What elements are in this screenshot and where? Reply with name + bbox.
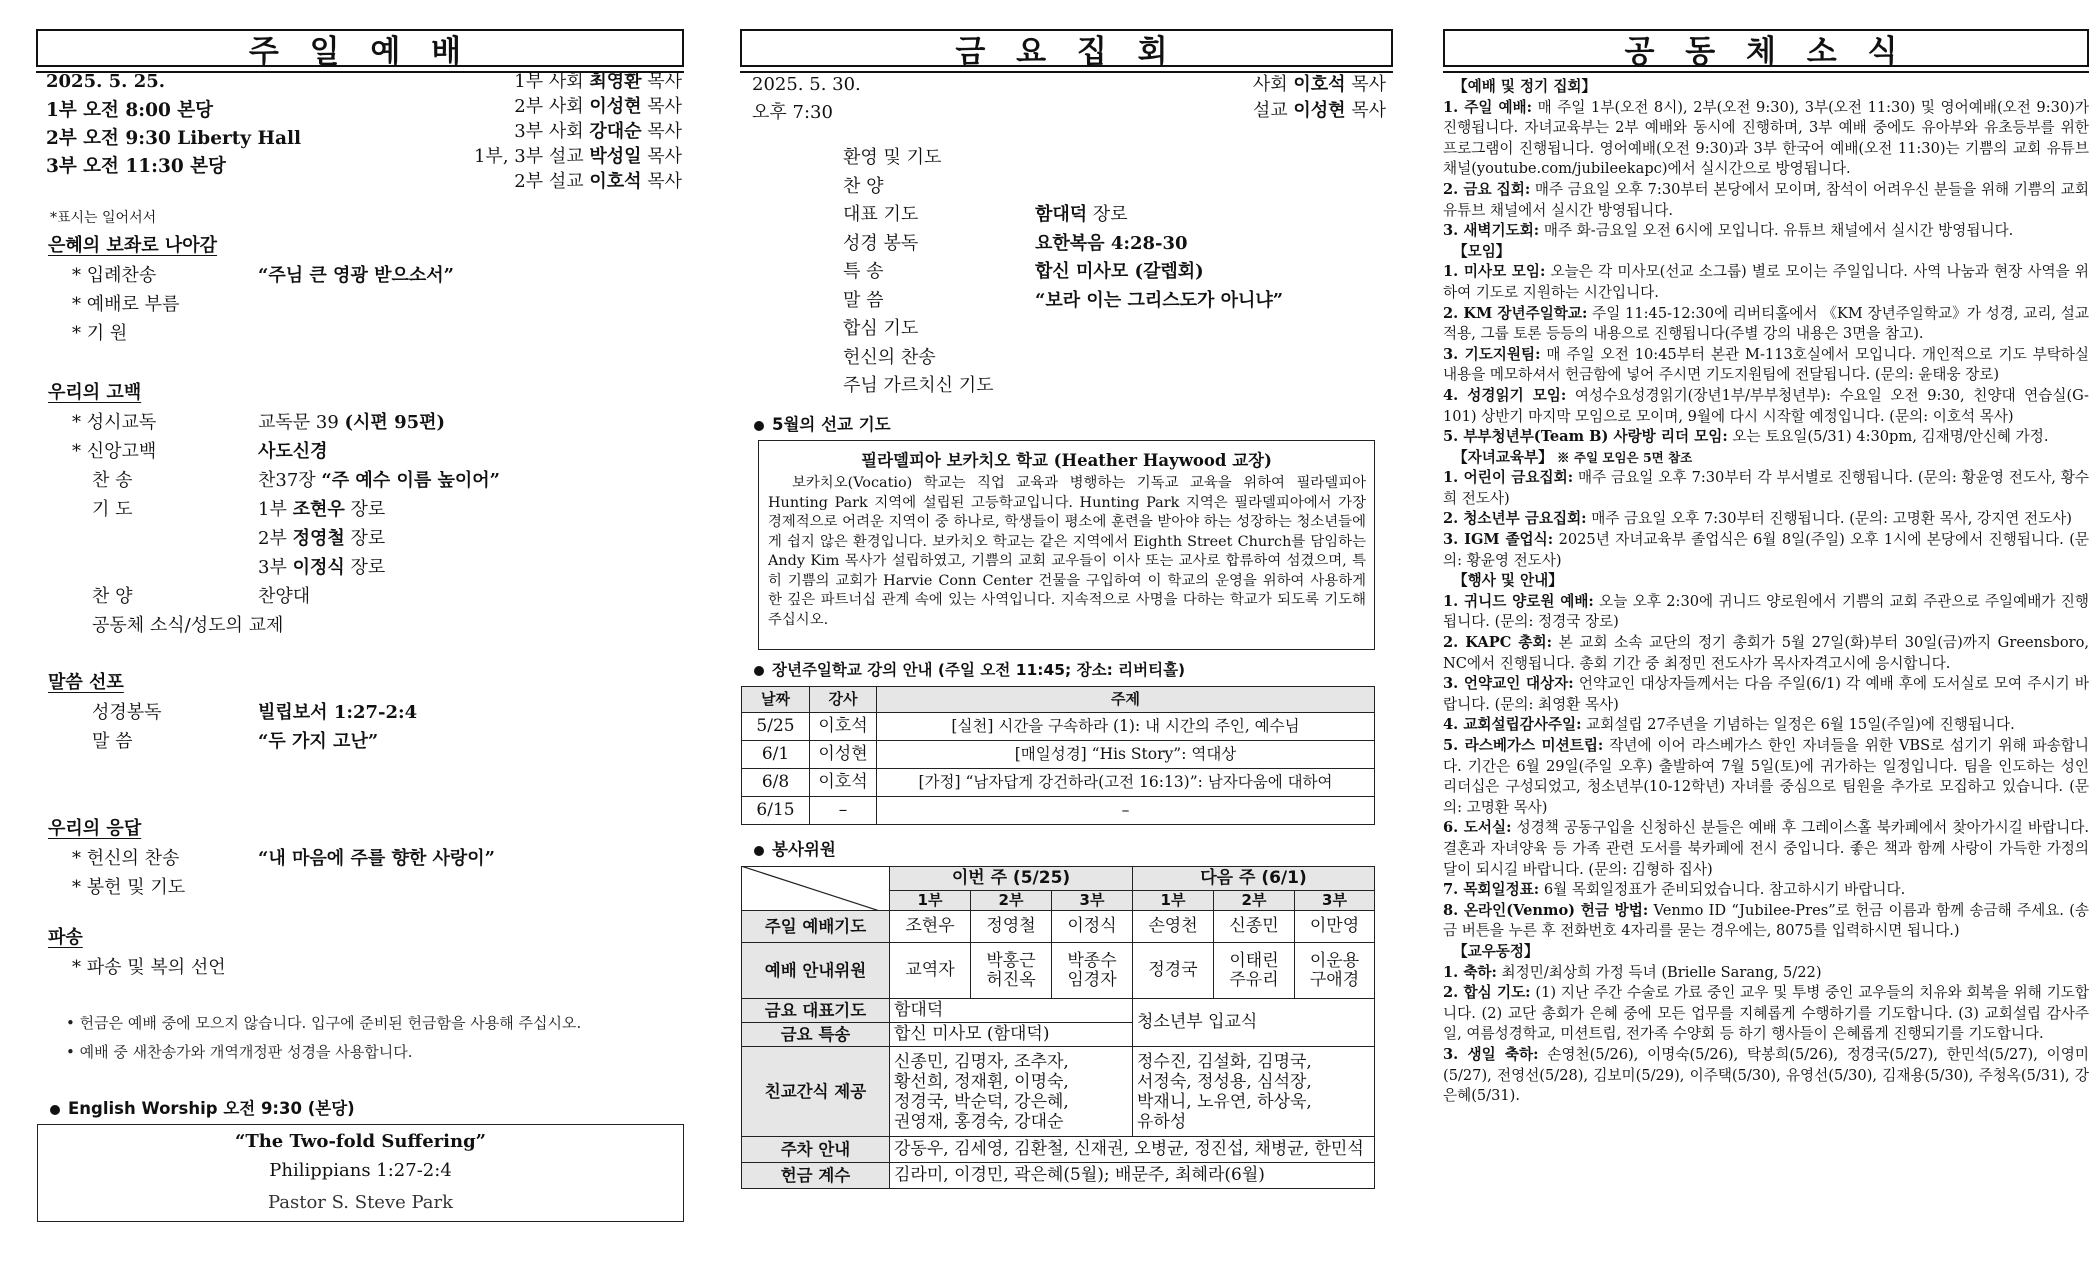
news-item-text: 언약교인 대상자들께서는 다음 주일(6/1) 각 예배 후에 도서실로 모여 주시기 바랍니다. (문의: 최영환 목사) xyxy=(1443,675,2089,713)
offering-note: • 헌금은 예배 중에 모으지 않습니다. 입구에 준비된 헌금함을 사용해 주십시오. xyxy=(66,1014,582,1032)
corner-cell xyxy=(742,867,890,911)
part-1-next: 1부 xyxy=(1133,891,1214,911)
friday-title: 금 요 집 회 xyxy=(740,29,1393,67)
officiant-title: 목사 xyxy=(1345,74,1386,95)
news-item-label: 3. 새벽기도회: xyxy=(1443,222,1540,240)
order-label: * 봉헌 및 기도 xyxy=(72,877,186,898)
value-text: 찬37장 xyxy=(258,470,322,491)
officiant-title: 목사 xyxy=(1345,100,1386,121)
cell: 교역자 xyxy=(890,943,971,999)
part-2: 2부 xyxy=(971,891,1052,911)
lectures-heading xyxy=(754,659,1185,681)
snacks-line: 권영재, 홍경숙, 강대순 xyxy=(894,1111,1064,1132)
snacks-line: 황선희, 정재휜, 이명숙, xyxy=(894,1071,1069,1092)
order-label: * 기 원 xyxy=(72,323,128,344)
table-row xyxy=(742,741,1375,769)
order-value xyxy=(258,557,385,579)
value-text: 1부 xyxy=(258,499,293,520)
lectures-col-speaker: 강사 xyxy=(810,687,877,713)
news-item-label: 4. 교회설립감사주일: xyxy=(1443,716,1582,734)
order-label: 기 도 xyxy=(92,499,133,520)
cell: 정경국 xyxy=(1133,943,1214,999)
news-item-label: 7. 목회일정표: xyxy=(1443,881,1540,899)
service-time-2: 2부 오전 9:30 Liberty Hall xyxy=(46,128,301,149)
mission-heading-text: 5월의 선교 기도 xyxy=(772,415,891,434)
news-item-label: 2. 청소년부 금요집회: xyxy=(1443,510,1587,528)
order-value: “주님 큰 영광 받으소서” xyxy=(258,265,454,286)
news-item-text: 주일 11:45-12:30에 리버티홀에서 《KM 장년주일학교》가 성경, 교리, 설교 적용, 그룹 토론 등등의 내용으로 진행됩니다(주별 강의 내용은 3면을 참고). xyxy=(1443,304,2089,343)
news-item-text: 매주 금요일 오후 7:30부터 본당에서 모이며, 참석이 어려우신 분들을 위해 기쁨의 교회 유튜브 채널에서 실시간 방영됩니다. xyxy=(1443,180,2089,219)
order-value xyxy=(258,441,328,463)
lecture-date: 6/15 xyxy=(742,797,810,825)
service-time-3: 3부 오전 11:30 본당 xyxy=(46,156,226,177)
order-value xyxy=(1035,261,1204,283)
prayer-label: 주일 예배기도 xyxy=(742,911,890,943)
officiant-name: 강대순 xyxy=(589,121,642,142)
news-item-label: 1. 어린이 금요집회: xyxy=(1443,469,1574,487)
lectures-table xyxy=(741,686,1375,825)
order-label: 성경 봉독 xyxy=(843,232,919,254)
officiant-name: 최영환 xyxy=(589,71,642,92)
news-item xyxy=(1443,901,2089,942)
cell: 이운용 구애경 xyxy=(1295,943,1375,999)
part-3-next: 3부 xyxy=(1295,891,1375,911)
english-sermon-title: “The Two-fold Suffering” xyxy=(234,1131,487,1152)
part-2-next: 2부 xyxy=(1214,891,1295,911)
news-heading-note: ※ 주일 모임은 5면 참조 xyxy=(1552,449,1693,465)
order-label: 성경봉독 xyxy=(92,702,162,723)
news-item-text: 작년에 이어 라스베가스 한인 자녀들을 위한 VBS로 섬기기 위해 파송합니다. 기간은 6월 29일(주일 오후) 출발하여 7월 5일(토)에 귀가하는 일정입니다. 팀을 인도하는 성인 리더십은 구성되었고, 청소년부(10-12학년) 자녀를 중심으로 팀원을 추가로 모집하고 있습니다. (문의: 고명환 목사) xyxy=(1443,737,2089,816)
sunday-title: 주 일 예 배 xyxy=(36,29,684,67)
friday-prayer-label: 금요 대표기도 xyxy=(742,999,890,1023)
snacks-line: 박재니, 노유연, 하상욱, xyxy=(1137,1091,1312,1112)
part-1: 1부 xyxy=(890,891,971,911)
cell: 함대덕 xyxy=(890,999,1133,1023)
table-row xyxy=(742,911,1375,943)
news-item-text: 매주 화-금요일 오전 6시에 모입니다. 유튜브 채널에서 실시간 방영됩니다. xyxy=(1539,222,2014,240)
news-item-text: 매주 금요일 오후 7:30부터 각 부서별로 진행됩니다. (문의: 황윤영 전도사, 황수희 전도사) xyxy=(1443,469,2089,507)
news-item xyxy=(1443,98,2089,180)
order-value: “두 가지 고난” xyxy=(258,731,379,752)
lecture-topic: [가정] “남자답게 강건하라(고전 16:13)”: 남자다움에 대하여 xyxy=(877,769,1375,797)
order-label: 찬 송 xyxy=(92,470,133,491)
cell: 박종수 임경자 xyxy=(1052,943,1133,999)
news-item-label: 5. 라스베가스 미션트립: xyxy=(1443,737,1604,754)
friday-time: 오후 7:30 xyxy=(752,102,833,123)
officiant-line xyxy=(1100,74,1386,96)
order-value: 빌립보서 1:27-2:4 xyxy=(258,702,418,723)
officiant-role: 사회 xyxy=(1252,74,1294,95)
officiant-line xyxy=(1100,100,1386,122)
news-item-label: 1. 축하: xyxy=(1443,963,1497,981)
lecture-date: 6/8 xyxy=(742,769,810,797)
value-suffix: 장로 xyxy=(344,528,386,549)
value-text: 찬양대 xyxy=(258,586,311,607)
order-label: 주님 가르치신 기도 xyxy=(843,375,994,396)
mission-text: 보카치오(Vocatio) 학교는 직업 교육과 병행하는 기독교 교육을 위하여 필라델피아 Hunting Park 지역에 설립된 고등학교입니다. Hunting Park 지역은 필라델피아에서 가장 경제적으로 어려운 지역이 중 하나로, 학생들이 평소에 훈련을 받아야 하는 성장하는 청소년들에게 쉽지 않은 환경입니다. 보카치오 학교는 같은 지역에서 Eighth Street Church를 담임하는 Andy Kim 목사가 설립하였고, 기쁨의 교회 교우들이 이사 또는 교사로 합류하여 섬겼으며, 특히 기쁨의 교회가 Harvie Conn Center 건물을 구입하여 이 학교의 운영을 위하여 사용하게 한 깊은 파트너십 관계 속에 있는 사역입니다. 지속적으로 사명을 다하는 학교가 되도록 기도해 주십시오. xyxy=(768,475,1366,628)
sunday-date: 2025. 5. 25. xyxy=(46,71,166,92)
lecture-speaker: 이성현 xyxy=(810,741,877,769)
officiant-line xyxy=(380,171,682,193)
order-value: “내 마음에 주를 향한 사랑이” xyxy=(258,848,496,869)
news-item-text: 매 주일 1부(오전 8시), 2부(오전 9:30), 3부(오전 11:30) 및 영어예배(오전 9:30)가 진행됩니다. 자녀교육부는 2부 예배와 동시에 진행하며, 3부 예배 중에도 유아부와 유초등부를 위한 프로그램이 진행됩니다. 영어예배(오전 9:30)과 3부 한국어 예배(오전 11:30)는 기쁨의 교회 유튜브 채널(youtube.com/jubileekapc)에서 실시간으로 방영됩니다. xyxy=(1443,98,2089,178)
order-label: * 파송 및 복의 선언 xyxy=(72,957,226,978)
lecture-topic: [실천] 시간을 구속하라 (1): 내 시간의 주인, 예수님 xyxy=(877,713,1375,741)
section-heading: 은혜의 보좌로 나아감 xyxy=(48,235,218,256)
value-bold: 조현우 xyxy=(292,499,345,520)
ushers-label: 예배 안내위원 xyxy=(742,943,890,999)
volunteers-heading xyxy=(754,839,836,861)
cell: 청소년부 입교식 xyxy=(1133,999,1375,1047)
news-item xyxy=(1443,530,2089,571)
lecture-speaker: – xyxy=(810,797,877,825)
section-heading: 파송 xyxy=(48,927,83,948)
officiant-line xyxy=(380,71,682,93)
officiant-name: 이호석 xyxy=(589,171,642,192)
table-row xyxy=(742,1163,1375,1189)
news-item xyxy=(1443,180,2089,221)
news-item-text: 여성수요성경읽기(장년1부/부부청년부): 수요일 오전 9:30, 친양대 연습실(G-101) 상반기 마지막 모임으로 모이며, 9월에 다시 시작할 예정입니다. (문의: 이호석 목사) xyxy=(1443,386,2089,425)
news-item-text: 본 교회 소속 교단의 정기 총회가 5월 27일(화)부터 30일(금)까지 Greensboro, NC에서 진행됩니다. 총회 기간 중 최정민 전도사가 목사자격고시에 응시합니다. xyxy=(1443,634,2090,672)
cell: 김라미, 이경민, 곽은혜(5월); 배문주, 최혜라(6월) xyxy=(890,1163,1375,1189)
english-worship-heading xyxy=(50,1098,355,1120)
officiant-title: 목사 xyxy=(641,71,682,92)
news-heading-text: 【행사 및 안내】 xyxy=(1453,572,1563,590)
part-3: 3부 xyxy=(1052,891,1133,911)
bullet-icon xyxy=(754,666,764,676)
order-label: * 예배로 부름 xyxy=(72,294,180,315)
lecture-speaker: 이호석 xyxy=(810,713,877,741)
news-item xyxy=(1443,818,2089,880)
cell: 이만영 xyxy=(1295,911,1375,943)
news-heading-text: 【모임】 xyxy=(1453,242,1511,260)
news-title: 공 동 체 소 식 xyxy=(1443,29,2089,67)
mission-heading xyxy=(754,414,891,436)
news-item-text: 매주 금요일 오후 7:30부터 진행됩니다. (문의: 고명환 목사, 강지연 전도사) xyxy=(1586,510,2072,528)
volunteers-table xyxy=(741,866,1375,1189)
officiant-name: 이호석 xyxy=(1293,74,1346,95)
order-label: 공동체 소식/성도의 교제 xyxy=(92,615,284,636)
value-bold: “보라 이는 그리스도가 아니냐” xyxy=(1035,289,1284,311)
snacks-this-week xyxy=(890,1047,1133,1137)
news-item-text: 오늘 오후 2:30에 귀니드 양로원에서 기쁨의 교회 주관으로 주일예배가 진행됩니다. (문의: 정경국 장로) xyxy=(1443,592,2089,631)
cell: 강동우, 김세영, 김환철, 신재권, 오병균, 정진섭, 채병균, 한민석 xyxy=(890,1137,1375,1163)
lecture-topic: [매일성경] “His Story”: 역대상 xyxy=(877,741,1375,769)
officiant-name: 이성현 xyxy=(1293,100,1346,121)
news-item-label: 3. 언약교인 대상자: xyxy=(1443,675,1574,693)
table-row xyxy=(742,713,1375,741)
table-row xyxy=(742,943,1375,999)
news-item xyxy=(1443,592,2089,633)
cell: 이정식 xyxy=(1052,911,1133,943)
news-item-label: 6. 도서실: xyxy=(1443,819,1512,837)
order-label: 합심 기도 xyxy=(843,318,919,339)
officiant-line xyxy=(380,146,682,168)
news-item xyxy=(1443,674,2089,715)
order-label: * 입례찬송 xyxy=(72,265,157,286)
officiant-name: 박성일 xyxy=(589,146,642,167)
officiant-role: 1부 사회 xyxy=(514,71,590,92)
news-item xyxy=(1443,736,2089,818)
news-section-heading xyxy=(1453,77,2089,98)
order-value xyxy=(1035,204,1128,226)
news-item-label: 2. KAPC 총회: xyxy=(1443,634,1552,652)
value-suffix: 장로 xyxy=(344,557,386,578)
officiant-title: 목사 xyxy=(641,146,682,167)
news-item-label: 3. 생일 축하: xyxy=(1443,1045,1539,1063)
english-scripture: Philippians 1:27-2:4 xyxy=(269,1160,452,1181)
order-value xyxy=(258,470,500,492)
order-label: 찬 양 xyxy=(92,586,133,607)
news-item-text: 성경책 공동구입을 신청하신 분들은 예배 후 그레이스홀 북카페에서 찾아가시길 바랍니다. 결혼과 자녀양육 등 가족 관련 도서를 북카페에 전시 중입니다. 좋은 책과 함께 사랑이 가득한 가정의 달이 되시길 바랍니다. (문의: 김형하 집사) xyxy=(1443,819,2089,878)
news-item-label: 2. 합심 기도: xyxy=(1443,984,1531,1002)
order-label: * 성시교독 xyxy=(72,412,157,433)
news-item-text: Venmo ID “Jubilee-Pres”로 헌금 이름과 함께 송금해 주세요. (송금 버튼을 누른 후 전화번호 4자리를 묻는 경우에는, 8075를 입력하시면 됩니다.) xyxy=(1443,901,2089,940)
value-suffix: 장로 xyxy=(344,499,386,520)
value-bold: 요한복음 4:28-30 xyxy=(1035,232,1188,254)
lectures-col-date: 날짜 xyxy=(742,687,810,713)
order-label: * 헌신의 찬송 xyxy=(72,848,180,869)
news-item-text: 매 주일 오전 10:45부터 본관 M-113호실에서 모입니다. 개인적으로 기도 부탁하실 내용을 메모하셔서 헌금함에 넣어 주시면 기도지원팀에 전달됩니다. (문의: 윤태웅 장로) xyxy=(1443,345,2089,384)
news-item-label: 2. KM 장년주일학교: xyxy=(1443,304,1588,322)
lectures-col-topic: 주제 xyxy=(877,687,1375,713)
order-label: 대표 기도 xyxy=(843,204,919,225)
table-row xyxy=(742,1047,1375,1137)
order-label: 말 씀 xyxy=(843,289,884,311)
snacks-line: 신종민, 김명자, 조추자, xyxy=(894,1051,1069,1072)
news-item xyxy=(1443,509,2089,530)
news-item xyxy=(1443,468,2089,509)
news-item-label: 1. 주일 예배: xyxy=(1443,98,1533,116)
cell: 박홍근 허진옥 xyxy=(971,943,1052,999)
news-item-label: 4. 성경읽기 모임: xyxy=(1443,386,1567,404)
mission-title: 필라델피아 보카치오 학교 (Heather Haywood 교장) xyxy=(861,451,1272,470)
news-section-heading xyxy=(1453,448,2089,469)
news-heading-text: 【교우동정】 xyxy=(1453,942,1539,960)
lecture-date: 5/25 xyxy=(742,713,810,741)
news-body xyxy=(1443,77,2089,1107)
news-item-text: 6월 목회일정표가 준비되었습니다. 참고하시기 바랍니다. xyxy=(1539,881,1906,899)
value-bold: 합신 미사모 (갈렙회) xyxy=(1035,261,1204,282)
news-item xyxy=(1443,386,2089,427)
lecture-topic: – xyxy=(877,797,1375,825)
news-heading-text: 【예배 및 정기 집회】 xyxy=(1453,78,1597,95)
value-suffix: 장로 xyxy=(1087,204,1128,225)
news-item-label: 5. 부부청년부(Team B) 사랑방 리더 모임: xyxy=(1443,428,1728,446)
officiant-role: 2부 사회 xyxy=(514,96,590,117)
table-row xyxy=(742,999,1375,1023)
news-item xyxy=(1443,221,2089,242)
english-preacher: Pastor S. Steve Park xyxy=(267,1192,454,1213)
officiant-name: 이성현 xyxy=(589,96,642,117)
bullet-icon xyxy=(754,846,764,856)
news-item-text: 최정민/최상희 가정 득녀 (Brielle Sarang, 5/22) xyxy=(1496,963,1822,981)
value-text: 교독문 39 xyxy=(258,412,345,433)
news-item-text: 2025년 자녀교육부 졸업식은 6월 8일(주일) 오후 1시에 본당에서 진행됩니다. (문의: 황윤영 전도사) xyxy=(1443,531,2089,569)
order-value xyxy=(258,586,310,608)
value-bold: “주 예수 이름 높이어” xyxy=(321,470,501,491)
bullet-icon xyxy=(50,1105,60,1115)
value-bold: 함대덕 xyxy=(1035,204,1088,225)
snacks-label: 친교간식 제공 xyxy=(742,1047,890,1137)
cell: 손영천 xyxy=(1133,911,1214,943)
order-label: * 신앙고백 xyxy=(72,441,157,462)
order-label: 찬 양 xyxy=(843,175,884,197)
parking-label: 주차 안내 xyxy=(742,1137,890,1163)
news-item-label: 1. 미사모 모임: xyxy=(1443,263,1546,281)
value-bold: 이정식 xyxy=(292,557,345,578)
news-item xyxy=(1443,262,2089,303)
news-section-heading xyxy=(1453,571,2089,592)
news-item-text: 오는 토요일(5/31) 4:30pm, 김재명/안신혜 가정. xyxy=(1727,428,2049,446)
order-label: 특 송 xyxy=(843,261,884,282)
officiant-role: 1부, 3부 설교 xyxy=(473,146,590,167)
news-item xyxy=(1443,345,2089,386)
news-item xyxy=(1443,1045,2089,1107)
officiant-line xyxy=(380,96,682,118)
news-item-label: 3. IGM 졸업식: xyxy=(1443,531,1554,549)
table-row xyxy=(742,1137,1375,1163)
officiant-line xyxy=(380,121,682,143)
order-label: 환영 및 기도 xyxy=(843,147,942,168)
snacks-line: 서정숙, 정성용, 심석장, xyxy=(1137,1071,1312,1092)
news-item xyxy=(1443,963,2089,984)
news-item xyxy=(1443,715,2089,736)
section-heading: 말씀 선포 xyxy=(48,672,124,693)
news-heading-text: 【자녀교육부】 xyxy=(1453,448,1553,466)
news-item xyxy=(1443,880,2089,901)
news-item-text: (1) 지난 주간 수술로 가료 중인 교우 및 투병 중인 교우들의 치유와 회복을 위해 기도합니다. (2) 교단 총회가 은혜 중에 모든 업무를 지혜롭게 수행하기를 기도합니다. (3) 교회설립 감사주일, 여름성경학교, 미션트립, 전가족 수양회 등 하기 행사들이 은혜롭게 진행되기를 기도합니다. xyxy=(1443,984,2089,1043)
value-bold: 사도신경 xyxy=(258,441,328,462)
officiant-role: 2부 설교 xyxy=(514,171,590,192)
value-bold: 정영철 xyxy=(292,528,345,549)
order-value xyxy=(1035,290,1283,312)
volunteers-heading-text: 봉사위원 xyxy=(772,840,836,859)
news-item xyxy=(1443,983,2089,1045)
order-value xyxy=(1035,233,1188,255)
value-bold: (시편 95편) xyxy=(344,412,446,433)
snacks-line: 유하성 xyxy=(1137,1111,1187,1132)
news-item-text: 오늘은 각 미사모(선교 소그룹) 별로 모이는 주일입니다. 사역 나눔과 현장 사역을 위하여 기도로 지원하는 시간입니다. xyxy=(1443,263,2089,301)
value-text: 2부 xyxy=(258,528,293,549)
news-item-label: 8. 온라인(Venmo) 헌금 방법: xyxy=(1443,901,1649,919)
count-label: 헌금 계수 xyxy=(742,1163,890,1189)
news-item xyxy=(1443,633,2089,674)
news-item-text: 교회설립 27주년을 기념하는 일정은 6월 15일(주일)에 진행됩니다. xyxy=(1581,716,2015,734)
friday-special-label: 금요 특송 xyxy=(742,1023,890,1047)
next-week-header: 다음 주 (6/1) xyxy=(1133,867,1375,891)
officiant-title: 목사 xyxy=(641,96,682,117)
cell: 합신 미사모 (함대덕) xyxy=(890,1023,1133,1047)
news-item-label: 2. 금요 집회: xyxy=(1443,180,1531,198)
news-section-heading xyxy=(1453,242,2089,263)
lecture-date: 6/1 xyxy=(742,741,810,769)
officiant-title: 목사 xyxy=(641,121,682,142)
cell: 이태린 주유리 xyxy=(1214,943,1295,999)
value-text: 3부 xyxy=(258,557,293,578)
order-label: 헌신의 찬송 xyxy=(843,346,936,368)
bible-note: • 예배 중 새찬송가와 개역개정판 성경을 사용합니다. xyxy=(66,1043,413,1061)
table-row xyxy=(742,769,1375,797)
service-time-1: 1부 오전 8:00 본당 xyxy=(46,100,213,121)
english-heading-text: English Worship 오전 9:30 (본당) xyxy=(68,1099,355,1118)
section-heading: 우리의 응답 xyxy=(48,818,142,839)
news-item-text: 손영천(5/26), 이명숙(5/26), 탁봉희(5/26), 정경국(5/27), 한민석(5/27), 이영미(5/27), 전영선(5/28), 김보미(5/29), 이주택(5/30), 유영선(5/30), 김재용(5/30), 주청옥(5/31), 강은혜(5/31). xyxy=(1443,1045,2089,1105)
friday-date: 2025. 5. 30. xyxy=(752,74,861,95)
cell: 조현우 xyxy=(890,911,971,943)
order-label: 말 씀 xyxy=(92,731,133,752)
order-value xyxy=(258,528,385,550)
order-value xyxy=(258,412,445,434)
news-item-label: 3. 기도지원팀: xyxy=(1443,345,1541,363)
lecture-speaker: 이호석 xyxy=(810,769,877,797)
news-item-label: 1. 귀니드 양로원 예배: xyxy=(1443,592,1594,610)
this-week-header: 이번 주 (5/25) xyxy=(890,867,1133,891)
officiant-title: 목사 xyxy=(641,171,682,192)
order-value xyxy=(258,499,385,521)
officiant-role: 설교 xyxy=(1252,100,1294,121)
bullet-icon xyxy=(754,421,764,431)
cell: 신종민 xyxy=(1214,911,1295,943)
snacks-next-week xyxy=(1133,1047,1375,1137)
news-item xyxy=(1443,427,2089,448)
officiant-role: 3부 사회 xyxy=(514,121,590,142)
lectures-heading-text: 장년주일학교 강의 안내 (주일 오전 11:45; 장소: 리버티홀) xyxy=(772,661,1186,679)
cell: 정영철 xyxy=(971,911,1052,943)
news-item xyxy=(1443,304,2089,345)
snacks-line: 정경국, 박순덕, 강은혜, xyxy=(894,1091,1069,1112)
table-row xyxy=(742,797,1375,825)
standing-note: *표시는 일어서서 xyxy=(50,210,157,226)
news-section-heading xyxy=(1453,942,2089,963)
section-heading: 우리의 고백 xyxy=(48,382,142,403)
snacks-line: 정수진, 김설화, 김명국, xyxy=(1137,1051,1312,1072)
